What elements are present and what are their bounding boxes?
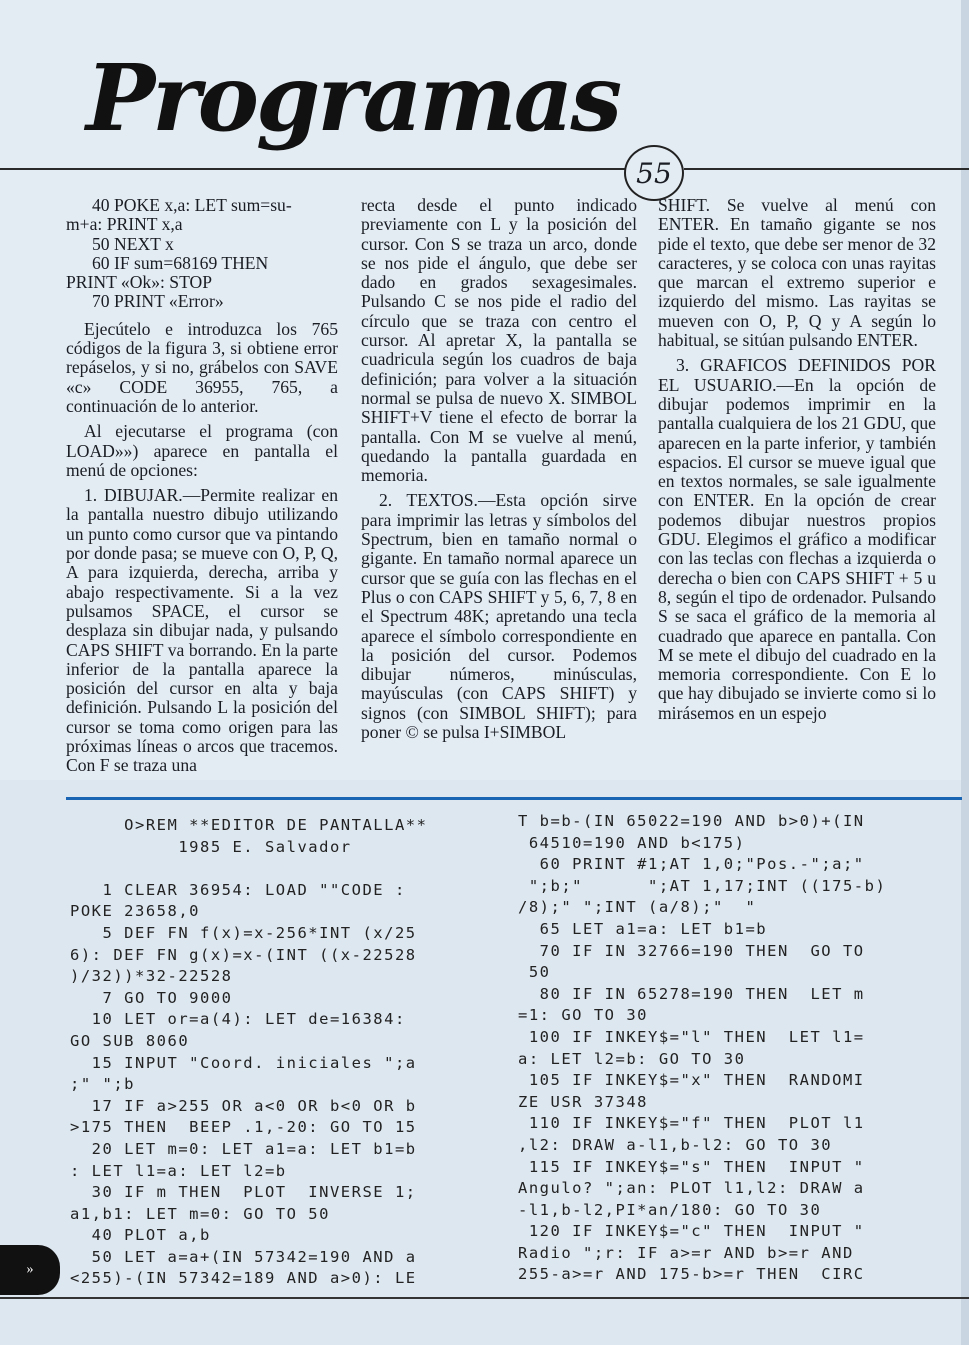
listing-line: ;" ";b bbox=[70, 1075, 135, 1094]
listing-line: a: LET l2=b: GO TO 30 bbox=[518, 1049, 746, 1068]
listing-line: 1 CLEAR 36954: LOAD ""CODE : bbox=[70, 880, 406, 899]
page-edge bbox=[961, 0, 969, 1345]
listing-line: : LET l1=a: LET l2=b bbox=[70, 1161, 287, 1180]
paragraph: 3. GRAFICOS DEFINIDOS POR EL USUARIO.—En la opción de dibujar podemos imprimir en la pantalla cualquiera de los 21 GDU, que aparecen en la parte inferior, y también espacios. El cursor se mueve igual que en textos normales, se sale igualmente con ENTER. En la opción de crear podemos dibujar nuestros propios GDU. Elegimos el gráfico a modificar con las teclas con flechas a izquierda o derecha o bien con CAPS SHIFT + 5 u 8, según el tipo de ordenador. Pulsando S se saca el gráfico de la memoria al cuadrado que aparece en pantalla. Con M se mete el dibujo del cuadrado en la memoria correspondiente. Con E lo que hay dibujado se invierte como si lo mirásemos en un espejo bbox=[658, 355, 936, 723]
footer-rule bbox=[0, 1297, 969, 1299]
listing-line: ,l2: DRAW a-l1,b-l2: GO TO 30 bbox=[518, 1135, 833, 1154]
listing-line: 80 IF IN 65278=190 THEN LET m bbox=[518, 984, 865, 1003]
listing-line: 64510=190 AND b<175) bbox=[518, 833, 746, 852]
paragraph: recta desde el punto indicado previamente con L y la posición del cursor. Con S se traza un arco, donde se nos pide el ángulo, que debe ser dado en grados sexagesimales. Pulsando C se nos pide el radio del círculo que se traza con centro el cursor. Al apretar X, la pantalla se cuadricula según los cuadros de baja definición; para volver a la situación normal se pulsa de nuevo X. SIMBOL SHIFT+V tiene el efecto de borrar la pantalla. Con M se vuelve al menú, quedando la pantalla guardada en memoria. bbox=[361, 195, 637, 486]
listing-line: ";b;" ";AT 1,17;INT ((175-b) bbox=[518, 876, 887, 895]
listing-divider bbox=[66, 797, 962, 800]
section-title: Programas bbox=[86, 44, 620, 152]
listing-line: Radio ";r: IF a>=r AND b>=r AND bbox=[518, 1243, 854, 1262]
listing-line: -l1,b-l2,PI*an/180: GO TO 30 bbox=[518, 1200, 822, 1219]
header-rule bbox=[0, 168, 625, 170]
code-line: m+a: PRINT x,a bbox=[66, 214, 183, 235]
listing-line: 110 IF INKEY$="f" THEN PLOT l1 bbox=[518, 1114, 865, 1133]
listing-line: ZE USR 37348 bbox=[518, 1092, 648, 1111]
paragraph: 2. TEXTOS.—Esta opción sirve para imprimir las letras y símbolos del Spectrum, bien en tamaño normal o gigante. En tamaño normal aparece un cursor que se guía con las flechas en el Plus o con CAPS SHIFT y 5, 6, 7, 8 en el Spectrum 48K; apretando una tecla aparece el símbolo correspondiente en la posición del cursor. Podemos dibujar números, minúsculas, mayúsculas (con CAPS SHIFT) y signos (con SIMBOL SHIFT); para poner © se pulsa I+SIMBOL bbox=[361, 490, 637, 743]
listing-line: 120 IF INKEY$="c" THEN INPUT " bbox=[518, 1222, 865, 1241]
listing-line: 70 IF IN 32766=190 THEN GO TO bbox=[518, 941, 865, 960]
listing-line: POKE 23658,0 bbox=[70, 902, 200, 921]
listing-line: 30 IF m THEN PLOT INVERSE 1; bbox=[70, 1183, 417, 1202]
listing-line: 5 DEF FN f(x)=x-256*INT (x/25 bbox=[70, 923, 417, 942]
paragraph: Ejecútelo e introduzca los 765 códigos de la figura 3, si obtiene error repáselos, y si no, grábelos con SAVE «c» CODE 36955, 765, a continuación de lo anterior. bbox=[66, 318, 338, 416]
listing-line bbox=[70, 858, 500, 880]
listing-line: 15 INPUT "Coord. iniciales ";a bbox=[70, 1053, 417, 1072]
listing-line: >175 THEN BEEP .1,-20: GO TO 15 bbox=[70, 1118, 417, 1137]
page-number-badge: 55 bbox=[624, 145, 684, 201]
listing-line: 6): DEF FN g(x)=x-(INT ((x-22528 bbox=[70, 945, 417, 964]
listing-line: 105 IF INKEY$="x" THEN RANDOMI bbox=[518, 1071, 865, 1090]
listing-line: T b=b-(IN 65022=190 AND b>0)+(IN bbox=[518, 812, 865, 830]
paragraph: Al ejecutarse el programa (con LOAD»») aparece en pantalla el menú de opciones: bbox=[66, 421, 338, 480]
listing-line: O>REM **EDITOR DE PANTALLA** bbox=[70, 816, 428, 834]
listing-line: =1: GO TO 30 bbox=[518, 1006, 648, 1025]
listing-line: GO SUB 8060 bbox=[70, 1031, 190, 1050]
text-column-1 bbox=[66, 196, 338, 782]
listing-line: 20 LET m=0: LET a1=a: LET b1=b bbox=[70, 1139, 417, 1158]
text-column-3 bbox=[658, 196, 936, 729]
listing-line: 10 LET or=a(4): LET de=16384: bbox=[70, 1010, 406, 1029]
listing-line: <255)-(IN 57342=189 AND a>0): LE bbox=[70, 1269, 417, 1288]
code-line: PRINT «Ok»: STOP bbox=[66, 272, 212, 293]
code-line: 50 NEXT x bbox=[92, 233, 174, 254]
listing-line: 7 GO TO 9000 bbox=[70, 988, 233, 1007]
listing-line: 65 LET a1=a: LET b1=b bbox=[518, 919, 768, 938]
header-rule-right bbox=[684, 168, 969, 170]
listing-line: 60 PRINT #1;AT 1,0;"Pos.-";a;" bbox=[518, 855, 865, 874]
listing-line: 115 IF INKEY$="s" THEN INPUT " bbox=[518, 1157, 865, 1176]
paragraph: SHIFT. Se vuelve al menú con ENTER. En tamaño gigante se nos pide el texto, que debe ser menor de 32 caracteres, y se coloca con unas rayitas que marcan el extremo superior e izquierdo del mismo. Las rayitas se mueven con O, P, Q y A según lo habitual, se sitúan pulsando ENTER. bbox=[658, 195, 936, 351]
program-listing-right bbox=[518, 811, 948, 1286]
code-line: 40 POKE x,a: LET sum=su- bbox=[92, 195, 292, 215]
listing-line: 1985 E. Salvador bbox=[70, 837, 352, 856]
listing-line: 50 LET a=a+(IN 57342=190 AND a bbox=[70, 1247, 417, 1266]
listing-line: a1,b1: LET m=0: GO TO 50 bbox=[70, 1204, 330, 1223]
listing-line: )/32))*32-22528 bbox=[70, 967, 233, 986]
listing-line: /8);" ";INT (a/8);" " bbox=[518, 898, 757, 917]
listing-line: 255-a>=r AND 175-b>=r THEN CIRC bbox=[518, 1265, 865, 1284]
listing-line: 50 bbox=[518, 963, 551, 982]
listing-line: 17 IF a>255 OR a<0 OR b<0 OR b bbox=[70, 1096, 417, 1115]
code-line: 60 IF sum=68169 THEN bbox=[92, 252, 269, 273]
listing-line: Angulo? ";an: PLOT l1,l2: DRAW a bbox=[518, 1179, 865, 1198]
program-listing-left bbox=[70, 815, 500, 1290]
listing-line: 40 PLOT a,b bbox=[70, 1226, 211, 1245]
code-line: 70 PRINT «Error» bbox=[92, 291, 224, 312]
corner-tab-mark: » bbox=[0, 1245, 60, 1295]
text-column-2 bbox=[361, 196, 637, 748]
paragraph: 1. DIBUJAR.—Permite realizar en la pantalla nuestro dibujo utilizando un punto como cursor que va pintando por donde pasa; se mueve con O, P, Q, A para izquierda, derecha, arriba y abajo respectivamente. Si a la vez pulsamos SPACE, el cursor se desplaza sin dibujar nada, y pulsando CAPS SHIFT va borrando. En la parte inferior de la pantalla aparece la posición del cursor en alta y baja definición. Pulsando L la posición del cursor se toma como origen para las próximas líneas o arcos que tracemos. Con F se traza una bbox=[66, 485, 338, 776]
listing-line: 100 IF INKEY$="l" THEN LET l1= bbox=[518, 1027, 865, 1046]
